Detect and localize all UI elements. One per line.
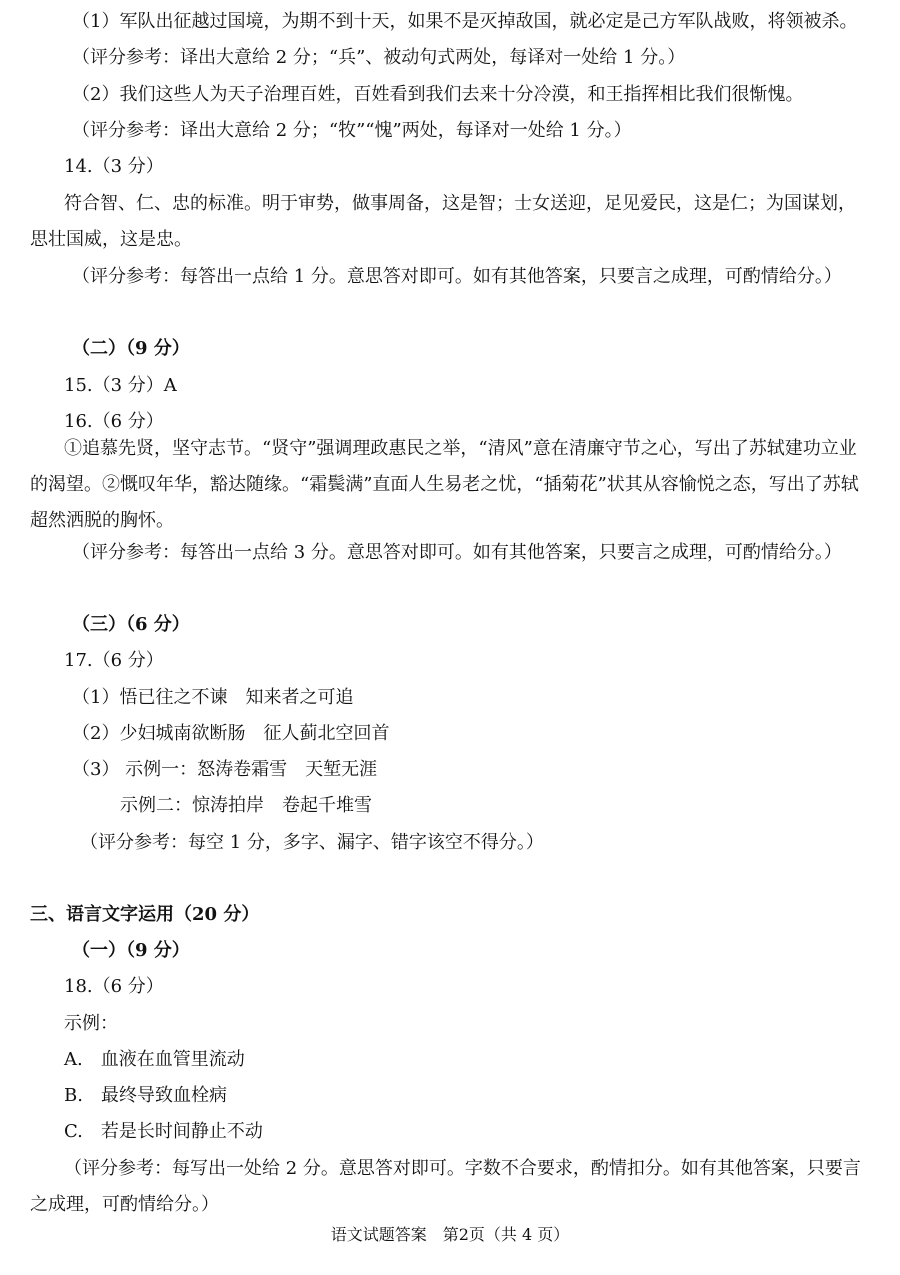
scoring-note-14: （评分参考：每答出一点给 1 分。意思答对即可。如有其他答案，只要言之成理，可酌情给分。） — [72, 266, 842, 287]
question-15: 15.（3 分）A — [64, 375, 177, 396]
page-footer: 语文试题答案 第2页（共 4 页） — [330, 1225, 570, 1244]
option-a: A. 血液在血管里流动 — [64, 1049, 245, 1070]
scoring-note-13-1: （评分参考：译出大意给 2 分；“兵”、被动句式两处，每译对一处给 1 分。） — [72, 47, 686, 68]
answer-17-1: （1）悟已往之不谏 知来者之可追 — [72, 687, 354, 708]
section-3-1-heading: （一）（9 分） — [72, 940, 190, 961]
section-3-heading: （三）（6 分） — [72, 614, 190, 635]
answer-17-3-example-2: 示例二：惊涛拍岸 卷起千堆雪 — [120, 795, 372, 816]
answer-17-2: （2）少妇城南欲断肠 征人蓟北空回首 — [72, 723, 390, 744]
scoring-note-13-2: （评分参考：译出大意给 2 分；“牧”“愧”两处，每译对一处给 1 分。） — [72, 120, 632, 141]
answer-16: ①追慕先贤，坚守志节。“贤守”强调理政惠民之举，“清风”意在清廉守节之心，写出了苏轼建功立业的渴望。②慨叹年华，豁达随缘。“霜鬓满”直面人生易老之忧，“插菊花”状其从容愉悦之态，写出了苏轼超然洒脱的胸怀。 — [30, 438, 859, 531]
answer-13-1: （1）军队出征越过国境，为期不到十天，如果不是灭掉敌国，就必定是己方军队战败，将领被杀。 — [72, 11, 858, 32]
part-3-heading: 三、语言文字运用（20 分） — [30, 904, 260, 925]
example-label: 示例： — [64, 1013, 118, 1034]
section-2-heading: （二）（9 分） — [72, 338, 190, 359]
answer-17-3-example-1: （3） 示例一：怒涛卷霜雪 天堑无涯 — [72, 759, 378, 780]
question-14-heading: 14.（3 分） — [64, 156, 164, 177]
question-18-heading: 18.（6 分） — [64, 976, 164, 997]
option-c: C. 若是长时间静止不动 — [64, 1121, 263, 1142]
scoring-note-17: （评分参考：每空 1 分，多字、漏字、错字该空不得分。） — [80, 832, 544, 853]
answer-13-2: （2）我们这些人为天子治理百姓，百姓看到我们去来十分冷漠，和王指挥相比我们很惭愧。 — [72, 84, 804, 105]
scoring-note-16: （评分参考：每答出一点给 3 分。意思答对即可。如有其他答案，只要言之成理，可酌情给分。） — [72, 542, 842, 563]
option-b: B. 最终导致血栓病 — [64, 1085, 227, 1106]
scoring-note-18: （评分参考：每写出一处给 2 分。意思答对即可。字数不合要求，酌情扣分。如有其他答案，只要言之成理，可酌情给分。） — [30, 1158, 861, 1215]
answer-14: 符合智、仁、忠的标准。明于审势，做事周备，这是智；士女送迎，足见爱民，这是仁；为国谋划，思壮国威，这是忠。 — [30, 193, 856, 250]
question-17-heading: 17.（6 分） — [64, 650, 164, 671]
question-16-heading: 16.（6 分） — [64, 411, 164, 432]
